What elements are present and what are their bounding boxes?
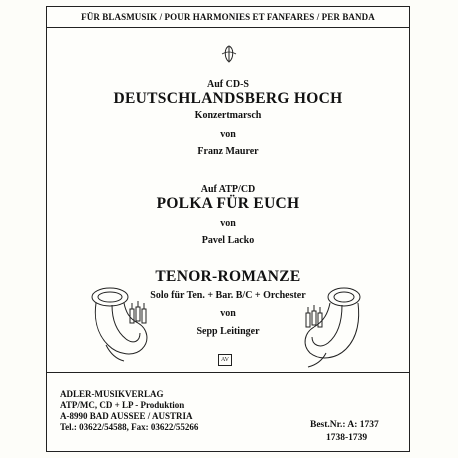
divider-line	[46, 372, 410, 373]
order-number: Best.Nr.: A: 1737	[310, 420, 379, 430]
top-banner: FÜR BLASMUSIK / POUR HARMONIES ET FANFARES / PER BANDA	[46, 6, 410, 28]
publisher-contact: Tel.: 03622/54588, Fax: 03622/55266	[60, 422, 199, 432]
piece2-title: POLKA FÜR EUCH	[156, 195, 300, 212]
piece3-composer: Sepp Leitinger	[196, 326, 260, 337]
publisher-address: A-8990 BAD AUSSEE / AUSTRIA	[60, 411, 193, 421]
baritone-horn-icon	[296, 283, 366, 371]
piece2-format: Auf ATP/CD	[200, 184, 256, 195]
piece1-von: von	[220, 129, 236, 140]
piece3-subtitle: Solo für Ten. + Bar. B/C + Orchester	[150, 290, 306, 301]
tenor-horn-icon	[86, 283, 156, 367]
piece1-title: DEUTSCHLANDSBERG HOCH	[113, 90, 343, 107]
piece2-von: von	[220, 218, 236, 229]
order-range: 1738-1739	[326, 433, 368, 443]
publisher-name: ADLER-MUSIKVERLAG	[60, 389, 164, 399]
lyre-ornament-icon	[218, 44, 240, 64]
publisher-block	[60, 389, 198, 433]
piece1-composer: Franz Maurer	[197, 146, 259, 157]
publisher-production: ATP/MC, CD + LP - Produktion	[60, 400, 185, 410]
piece1-subtitle: Konzertmarsch	[194, 110, 262, 121]
piece3-title: TENOR-ROMANZE	[155, 268, 301, 285]
publisher-logo: AV	[218, 354, 232, 366]
page-border	[46, 6, 410, 452]
piece2-composer: Pavel Lacko	[201, 235, 255, 246]
piece3-von: von	[220, 308, 236, 319]
piece1-format: Auf CD-S	[207, 79, 249, 90]
